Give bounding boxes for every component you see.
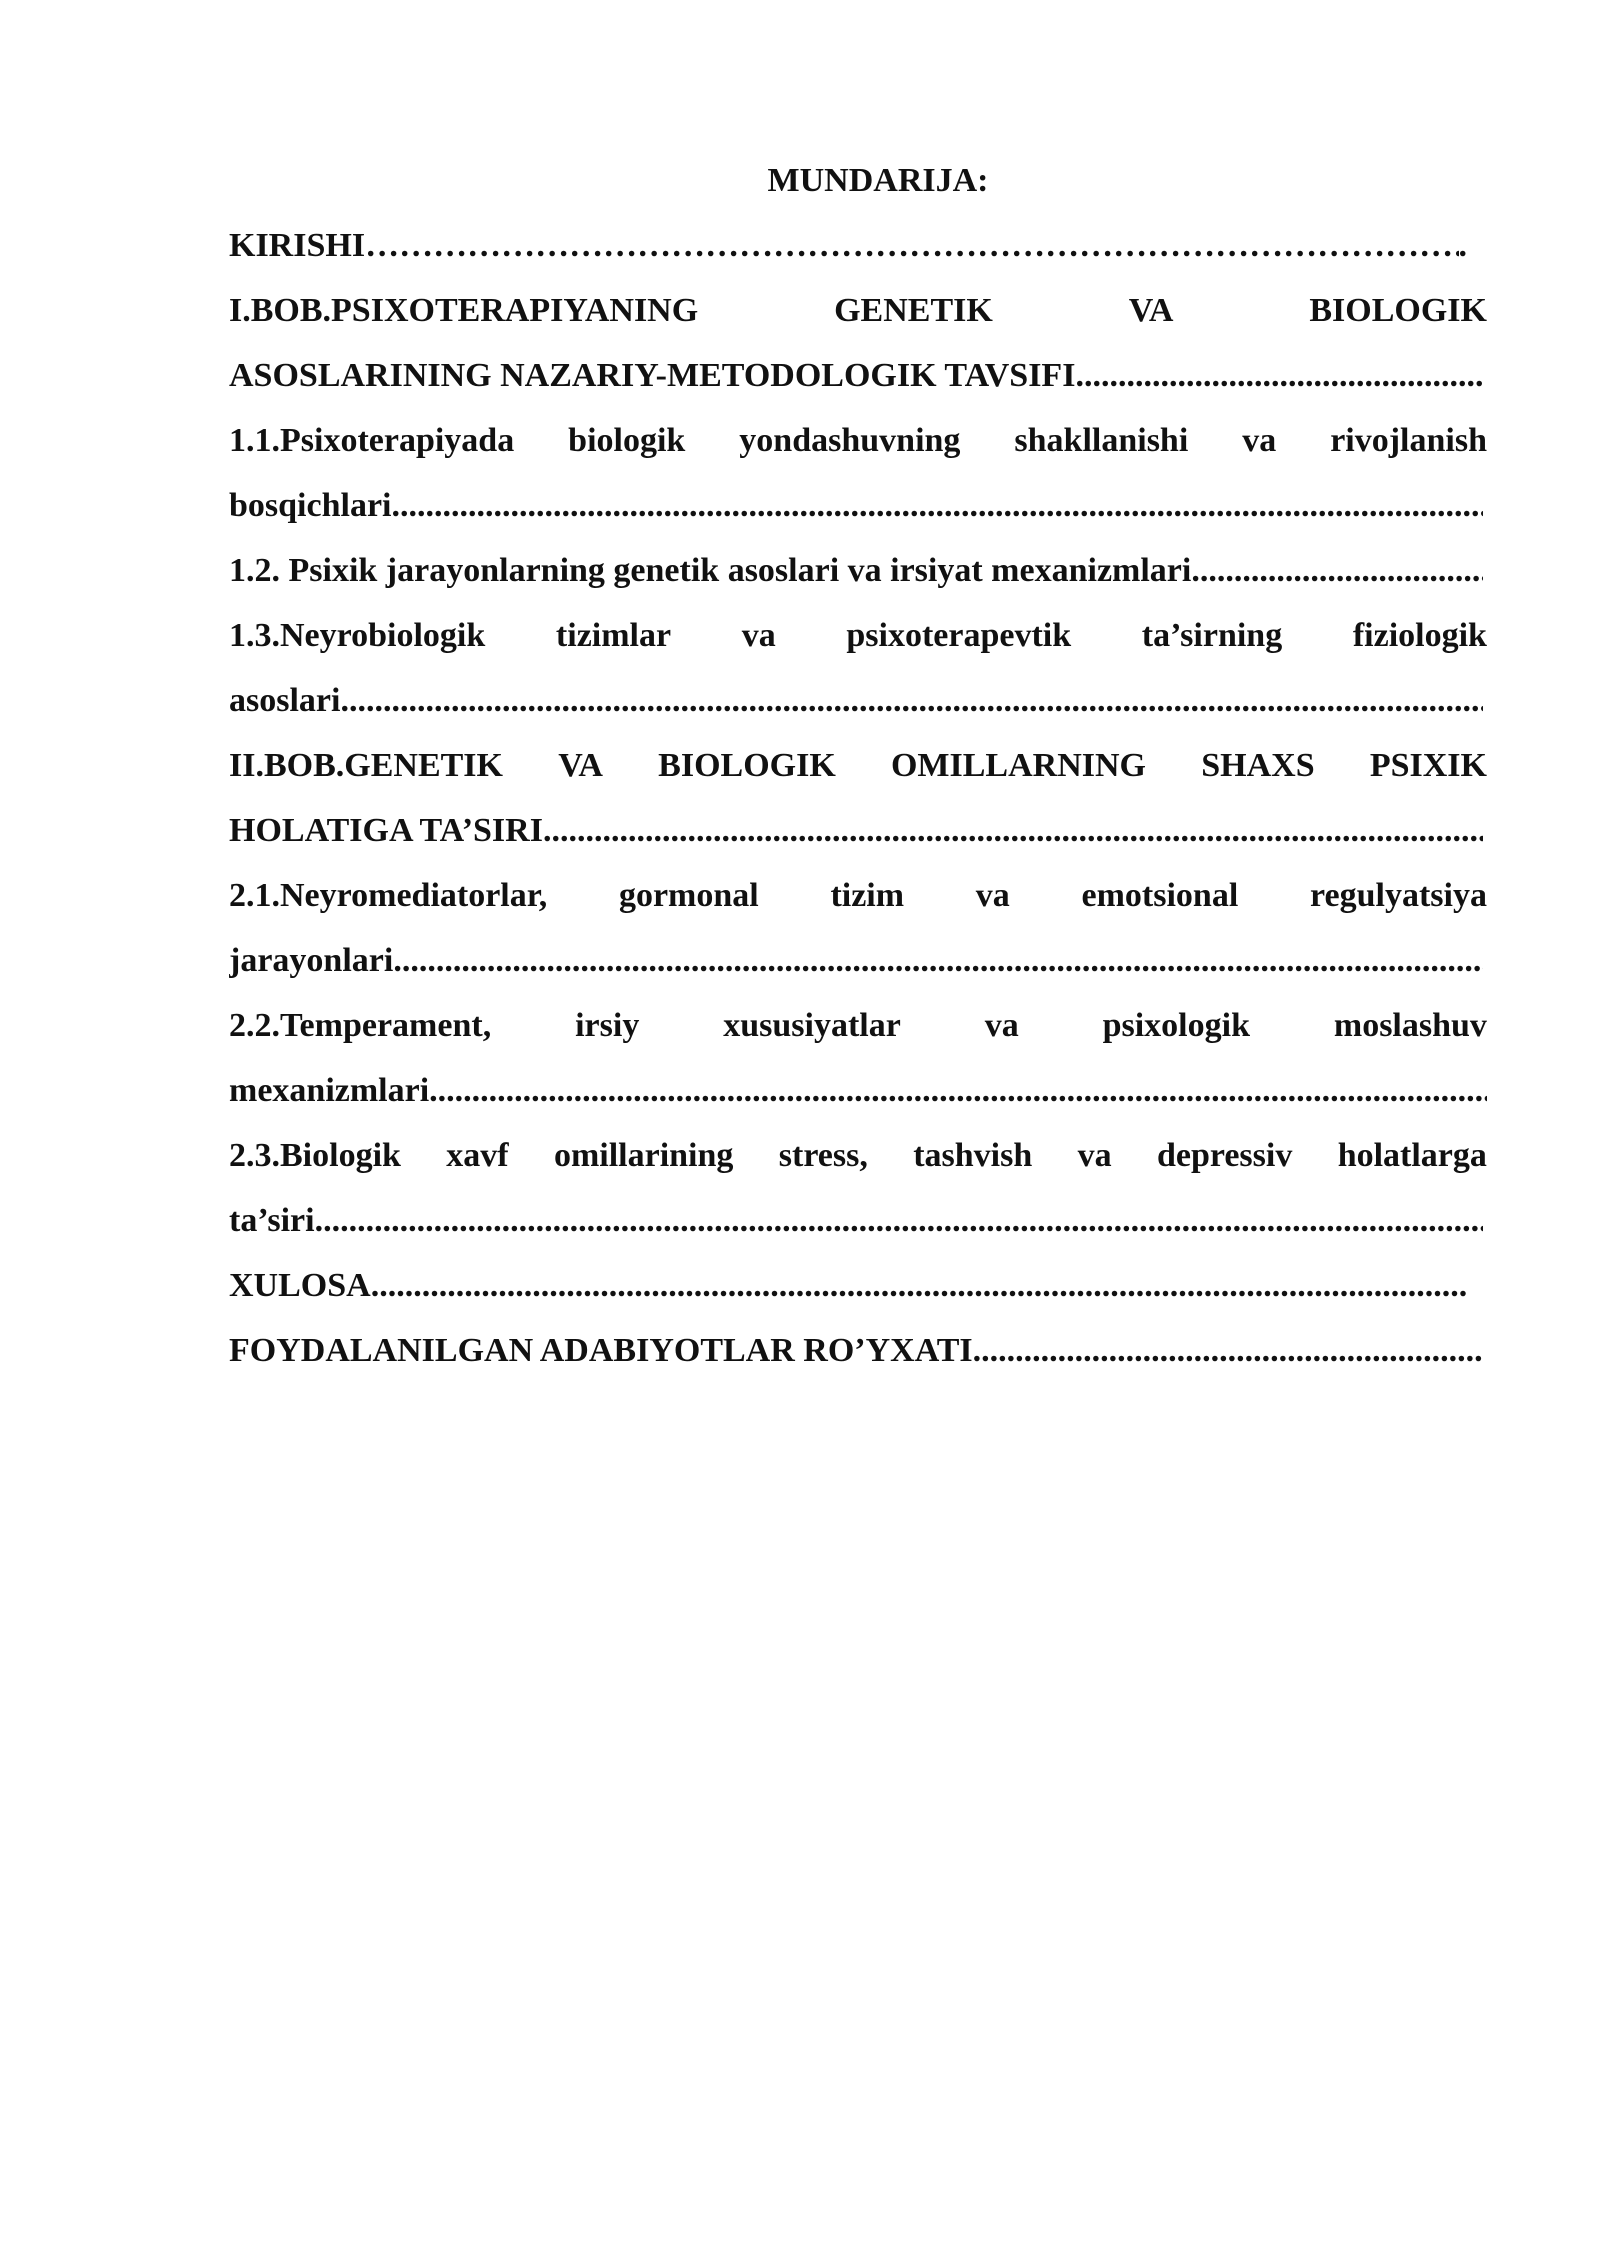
toc-entry-section-1-3-line-1 [229,603,1487,668]
toc-leader-dots [391,473,1483,538]
toc-word: xavf [446,1137,509,1174]
toc-word: 2.3.Biologik [229,1137,401,1174]
toc-leader-dots [371,1253,1467,1318]
toc-word: 1.1.Psixoterapiyada [229,422,515,459]
toc-leader-dots [365,213,1458,278]
toc-leader-dots [315,1188,1483,1253]
toc-entry-section-2-1-line-2 [229,928,1483,993]
toc-entry-section-1-3-line-2 [229,668,1483,733]
toc-entry-label: 1.2. Psixik jarayonlarning genetik asoslari va irsiyat mexanizmlari [229,552,1192,589]
toc-entry-label: HOLATIGA TA’SIRI [229,812,543,849]
toc-word: tashvish [913,1137,1033,1174]
toc-leader-dots [340,668,1483,733]
toc-entry-label: FOYDALANILGAN ADABIYOTLAR RO’YXATI [229,1332,973,1369]
toc-word: va [1242,422,1277,459]
toc-word: BIOLOGIK [1309,292,1487,329]
toc-entry-chapter-1-line-2 [229,343,1483,408]
toc-word: 2.2.Temperament, [229,1007,492,1044]
toc-word: holatlarga [1337,1137,1487,1174]
toc-word: va [984,1007,1019,1044]
toc-entry-section-2-3-line-2 [229,1188,1483,1253]
toc-word: PSIXIK [1369,747,1487,784]
toc-word: BIOLOGIK [658,747,836,784]
toc-entry-label: mexanizmlari [229,1072,430,1109]
toc-entry-label: KIRISHI [229,227,366,264]
toc-entry-label: XULOSA [229,1267,371,1304]
toc-title: MUNDARIJA: [767,162,989,199]
toc-leader-dots [973,1318,1483,1383]
toc-word: emotsional [1081,877,1239,914]
toc-leader-dots [429,1058,1487,1123]
toc-word: SHAXS [1201,747,1315,784]
toc-word: moslashuv [1333,1007,1487,1044]
toc-entry-chapter-2-line-1 [229,733,1487,798]
toc-word: tizim [830,877,905,914]
toc-word: irsiy [575,1007,640,1044]
toc-word: GENETIK [834,292,993,329]
toc-entry-label: bosqichlari [229,487,392,524]
toc-word: regulyatsiya [1310,877,1487,914]
toc-word: biologik [568,422,686,459]
toc-leader-dots [1075,343,1483,408]
toc-word: 1.3.Neyrobiologik [229,617,486,654]
toc-entry-references [229,1318,1483,1383]
toc-word: depressiv [1156,1137,1293,1174]
toc-leader-dots [393,928,1483,993]
toc-entry-label: ASOSLARINING NAZARIY-METODOLOGIK TAVSIFI [229,357,1076,394]
toc-entry-section-1-2 [229,538,1483,603]
toc-entry-section-2-3-line-1 [229,1123,1487,1188]
toc-entry-chapter-1-line-1 [229,278,1487,343]
toc-word: 2.1.Neyromediatorlar, [229,877,548,914]
table-of-contents [229,148,1487,1383]
toc-entry-chapter-2-line-2 [229,798,1483,863]
toc-word: va [975,877,1010,914]
toc-word: va [1077,1137,1112,1174]
toc-entry-label: ta’siri [229,1202,315,1239]
toc-word: gormonal [618,877,759,914]
toc-word: yondashuvning [739,422,961,459]
toc-word: ta’sirning [1141,617,1283,654]
toc-word: VA [1128,292,1174,329]
toc-word: VA [558,747,603,784]
toc-word: fiziologik [1352,617,1487,654]
toc-entry-xulosa [229,1253,1467,1318]
toc-word: va [741,617,776,654]
toc-entry-section-2-1-line-1 [229,863,1487,928]
toc-word: xususiyatlar [723,1007,901,1044]
toc-word: II.BOB.GENETIK [229,747,503,784]
toc-word: omillarining [553,1137,734,1174]
toc-leader-dots [543,798,1483,863]
toc-word: tizimlar [555,617,672,654]
toc-leader-dots [1191,538,1483,603]
toc-word: OMILLARNING [890,747,1147,784]
toc-entry-end: . [1458,227,1467,264]
toc-entry-label: asoslari [229,682,341,719]
toc-word: stress, [778,1137,868,1174]
toc-entry-section-2-2-line-2 [229,1058,1487,1123]
toc-entry-section-1-1-line-2 [229,473,1483,538]
toc-word: shakllanishi [1014,422,1189,459]
toc-word: I.BOB.PSIXOTERAPIYANING [229,292,699,329]
toc-entry-section-2-2-line-1 [229,993,1487,1058]
toc-word: psixoterapevtik [846,617,1072,654]
toc-word: rivojlanish [1330,422,1487,459]
toc-entry-section-1-1-line-1 [229,408,1487,473]
toc-entry-label: jarayonlari [229,942,394,979]
toc-entry-kirishi [229,213,1467,278]
toc-word: psixologik [1102,1007,1250,1044]
